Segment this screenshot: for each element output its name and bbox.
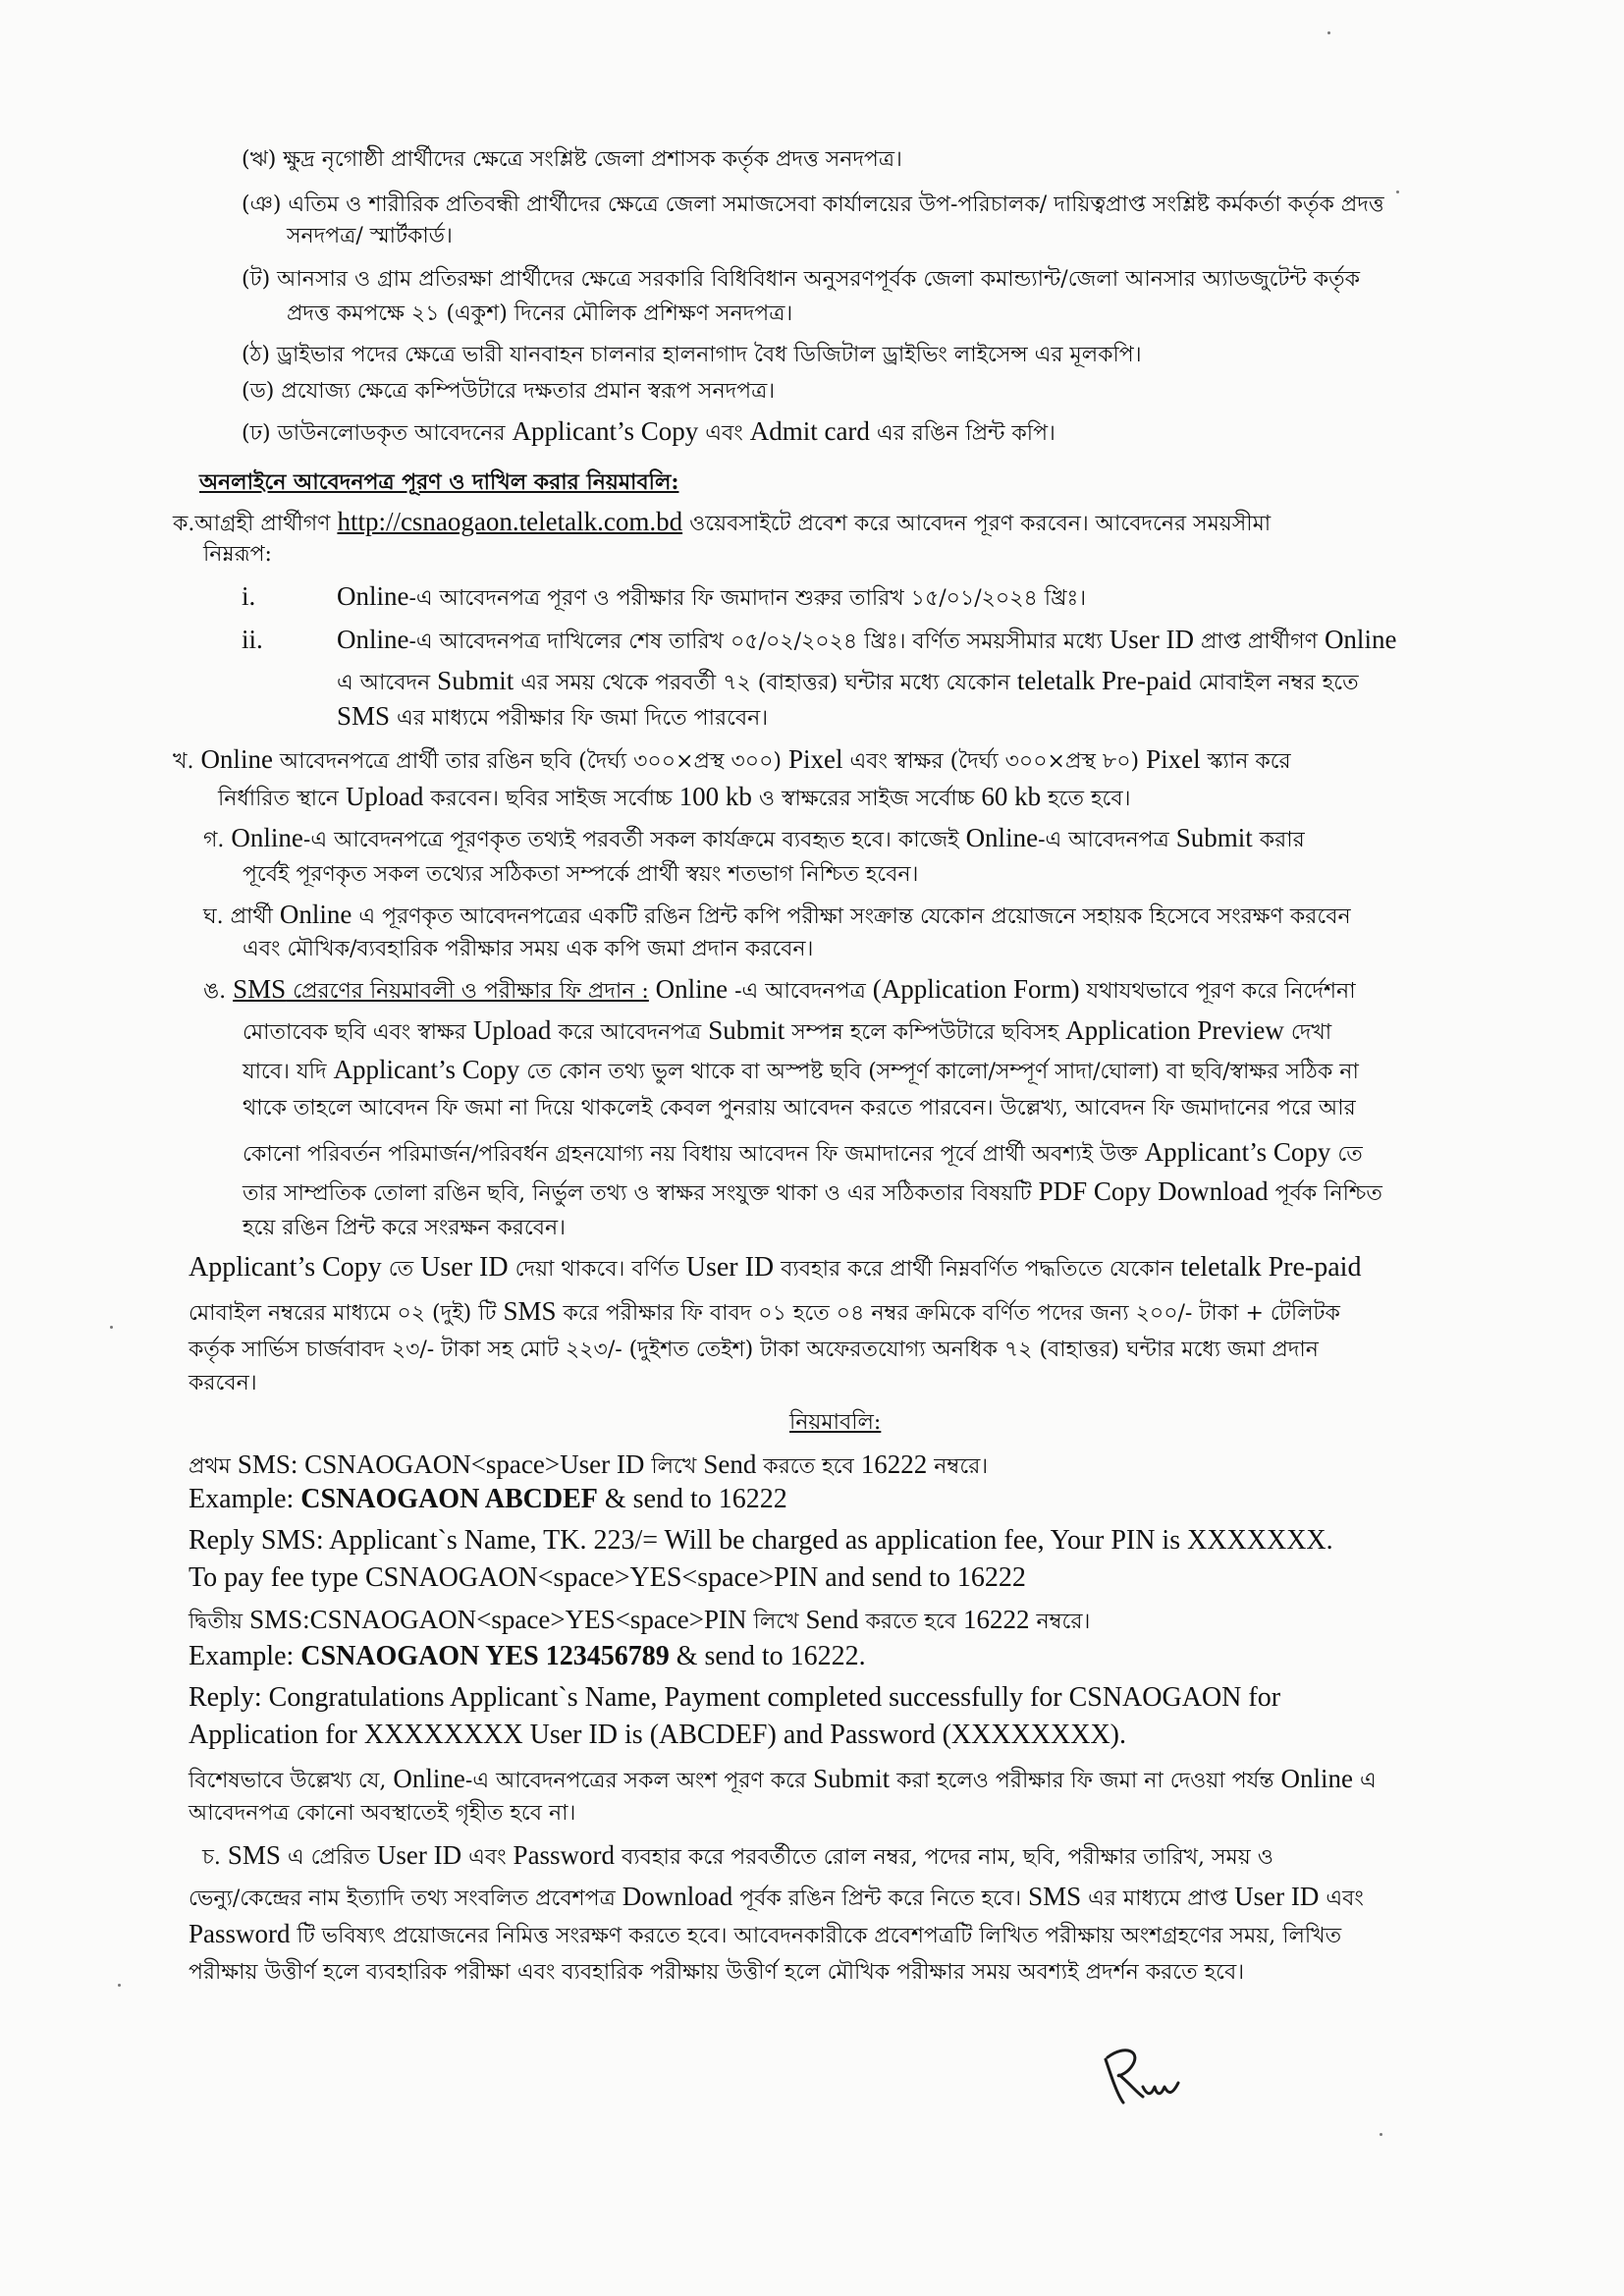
doc-item-tta-line1: (ট) আনসার ও গ্রাম প্রতিরক্ষা প্রার্থীদের ক্ষেত্রে সরকারি বিধিবিধান অনুসরণপূর্বক জেলা কমান্ড্যান্ট/জেলা আনসার অ্যাডজুটেন্ট কর্তৃক bbox=[242, 267, 1361, 292]
sms-reply-2-line1: Reply: Congratulations Applicant`s Name, Payment completed successfully for CSNAOGAON for bbox=[189, 1682, 1281, 1713]
para-ac-line2: মোবাইল নম্বরের মাধ্যমে ০২ (দুই) টি SMS করে পরীক্ষার ফি বাবদ ০১ হতে ০৪ নম্বর ক্রমিকে বর্ণিত পদের জন্য ২০০/- টাকা + টেলিটক bbox=[189, 1296, 1340, 1326]
para-uma-line6: তার সাম্প্রতিক তোলা রঙিন ছবি, নির্ভুল তথ্য ও স্বাক্ষর সংযুক্ত থাকা ও এর সঠিকতার বিষয়টি PDF Copy Download পূর্বক নিশ্চিত bbox=[243, 1176, 1382, 1206]
doc-item-nio-line1: (ঞ) এতিম ও শারীরিক প্রতিবন্ধী প্রার্থীদের ক্ষেত্রে জেলা সমাজসেবা কার্যালয়ের উপ-পরিচালক/ দায়িত্বপ্রাপ্ত সংশ্লিষ্ট কর্মকর্তা কর্তৃক প্রদত্ত bbox=[242, 192, 1384, 217]
doc-item-nio-line2: সনদপত্র/ স্মার্টকার্ড। bbox=[287, 224, 453, 248]
sms-example-1: Example: CSNAOGAON ABCDEF & send to 16222 bbox=[189, 1484, 787, 1514]
para-kha-line2: নির্ধারিত স্থানে Upload করবেন। ছবির সাইজ সর্বোচ্চ 100 kb ও স্বাক্ষরের সাইজ সর্বোচ্চ 60 kb হতে হবে। bbox=[218, 782, 1131, 811]
para-ac-line3: কর্তৃক সার্ভিস চার্জবাবদ ২৩/- টাকা সহ মোট ২২৩/- (দুইশত তেইশ) টাকা অফেরতযোগ্য অনধিক ৭২ (বাহাত্তর) ঘন্টার মধ্যে জমা প্রদান bbox=[189, 1338, 1319, 1362]
sms-reply-1: Reply SMS: Applicant`s Name, TK. 223/= Will be charged as application fee, Your PIN is XXXXXXX. bbox=[189, 1525, 1333, 1556]
scan-speck bbox=[1380, 2133, 1382, 2136]
para-cha-line2: ভেন্যু/কেন্দ্রের নাম ইত্যাদি তথ্য সংবলিত প্রবেশপত্র Download পূর্বক রঙিন প্রিন্ট করে নিতে হবে। SMS এর মাধ্যমে প্রাপ্ত User ID এবং bbox=[189, 1882, 1364, 1911]
doc-item-ttha: (ঠ) ড্রাইভার পদের ক্ষেত্রে ভারী যানবাহন চালনার হালনাগাদ বৈধ ডিজিটাল ড্রাইভিং লাইসেন্স এর মূলকপি। bbox=[242, 343, 1142, 367]
doc-item-ri: (ঋ) ক্ষুদ্র নৃগোষ্ঠী প্রার্থীদের ক্ষেত্রে সংশ্লিষ্ট জেলা প্রশাসক কর্তৃক প্রদত্ত সনদপত্র। bbox=[242, 147, 902, 172]
para-cha-line3: Password টি ভবিষ্যৎ প্রয়োজনের নিমিত্ত সংরক্ষণ করতে হবে। আবেদনকারীকে প্রবেশপত্রটি লিখিত পরীক্ষায় অংশগ্রহণের সময়, লিখিত bbox=[189, 1919, 1342, 1948]
list-num-i: i. bbox=[242, 581, 256, 611]
para-gha-line2: এবং মৌখিক/ব্যবহারিক পরীক্ষার সময় এক কপি জমা প্রদান করবেন। bbox=[243, 937, 814, 961]
para-gha-line1: ঘ. প্রার্থী Online এ পূরণকৃত আবেদনপত্রের একটি রঙিন প্রিন্ট কপি পরীক্ষা সংক্রান্ত যেকোন প্রয়োজনে সহায়ক হিসেবে সংরক্ষণ করবেন bbox=[203, 900, 1351, 929]
scan-speck bbox=[110, 1326, 113, 1329]
doc-item-dda: (ড) প্রযোজ্য ক্ষেত্রে কম্পিউটারে দক্ষতার প্রমান স্বরূপ সনদপত্র। bbox=[242, 379, 776, 404]
doc-item-ddha: (ঢ) ডাউনলোডকৃত আবেদনের Applicant’s Copy এবং Admit card এর রঙিন প্রিন্ট কপি। bbox=[242, 416, 1056, 446]
para-ga-line2: পূর্বেই পূরণকৃত সকল তথ্যের সঠিকতা সম্পর্কে প্রার্থী স্বয়ং শতভাগ নিশ্চিত হবেন। bbox=[243, 862, 919, 887]
special-note-line1: বিশেষভাবে উল্লেখ্য যে, Online-এ আবেদনপত্রের সকল অংশ পূরণ করে Submit করা হলেও পরীক্ষার ফি জমা না দেওয়া পর্যন্ত Online এ bbox=[189, 1764, 1377, 1793]
handwritten-signature bbox=[1098, 2038, 1206, 2106]
para-cha-line1: চ. SMS এ প্রেরিত User ID এবং Password ব্যবহার করে পরবর্তীতে রোল নম্বর, পদের নাম, ছবি, পরীক্ষার তারিখ, সময় ও bbox=[202, 1840, 1273, 1870]
sms-first-instruction: প্রথম SMS: CSNAOGAON<space>User ID লিখে Send করতে হবে 16222 নম্বরে। bbox=[189, 1449, 989, 1479]
para-ka-line1: ক.আগ্রহী প্রার্থীগণ http://csnaogaon.teletalk.com.bd ওয়েবসাইটে প্রবেশ করে আবেদন পূরণ করবেন। আবেদনের সময়সীমা bbox=[173, 507, 1272, 536]
special-note-line2: আবেদনপত্র কোনো অবস্থাতেই গৃহীত হবে না। bbox=[189, 1801, 576, 1826]
item-ii-line3: SMS এর মাধ্যমে পরীক্ষার ফি জমা দিতে পারবেন। bbox=[337, 701, 769, 731]
sms-to-pay: To pay fee type CSNAOGAON<space>YES<space>PIN and send to 16222 bbox=[189, 1562, 1026, 1593]
item-i-text: Online-এ আবেদনপত্র পূরণ ও পরীক্ষার ফি জমাদান শুরুর তারিখ ১৫/০১/২০২৪ খ্রিঃ। bbox=[337, 581, 1087, 611]
sms-example-2: Example: CSNAOGAON YES 123456789 & send to 16222. bbox=[189, 1641, 866, 1671]
para-uma-line4: থাকে তাহলে আবেদন ফি জমা না দিয়ে থাকলেই কেবল পুনরায় আবেদন করতে পারবেন। উল্লেখ্য, আবেদন ফি জমাদানের পরে আর bbox=[243, 1096, 1356, 1121]
para-kha-line1: খ. Online আবেদনপত্রে প্রার্থী তার রঙিন ছবি (দৈর্ঘ্য ৩০০×প্রস্থ ৩০০) Pixel এবং স্বাক্ষর (দৈর্ঘ্য ৩০০×প্রস্থ ৮০) Pixel স্ক্যান করে bbox=[173, 744, 1291, 774]
item-ii-line2: এ আবেদন Submit এর সময় থেকে পরবর্তী ৭২ (বাহাত্তর) ঘন্টার মধ্যে যেকোন teletalk Pre-paid মোবাইল নম্বর হতে bbox=[337, 666, 1359, 695]
scan-speck bbox=[1396, 191, 1399, 193]
para-uma-line1: ঙ. SMS প্রেরণের নিয়মাবলী ও পরীক্ষার ফি প্রদান : Online -এ আবেদনপত্র (Application Form) যথাযথভাবে পূরণ করে নির্দেশনা bbox=[203, 974, 1356, 1004]
sms-second-instruction: দ্বিতীয় SMS:CSNAOGAON<space>YES<space>PIN লিখে Send করতে হবে 16222 নম্বরে। bbox=[189, 1605, 1091, 1634]
para-cha-line4: পরীক্ষায় উত্তীর্ণ হলে ব্যবহারিক পরীক্ষা এবং ব্যবহারিক পরীক্ষায় উত্তীর্ণ হলে মৌখিক পরীক্ষার সময় অবশ্যই প্রদর্শন করতে হবে। bbox=[189, 1960, 1245, 1985]
para-ac-line1: Applicant’s Copy তে User ID দেয়া থাকবে। বর্ণিত User ID ব্যবহার করে প্রার্থী নিম্নবর্ণিত পদ্ধতিতে যেকোন teletalk Pre-paid bbox=[189, 1252, 1362, 1283]
para-uma-line2: মোতাবেক ছবি এবং স্বাক্ষর Upload করে আবেদনপত্র Submit সম্পন্ন হলে কম্পিউটারে ছবিসহ Application Preview দেখা bbox=[243, 1015, 1332, 1045]
item-ii-line1: Online-এ আবেদনপত্র দাখিলের শেষ তারিখ ০৫/০২/২০২৪ খ্রিঃ। বর্ণিত সময়সীমার মধ্যে User ID প্রাপ্ত প্রার্থীগণ Online bbox=[337, 625, 1397, 654]
para-ga-line1: গ. Online-এ আবেদনপত্রে পূরণকৃত তথ্যই পরবর্তী সকল কার্যক্রমে ব্যবহৃত হবে। কাজেই Online-এ আবেদনপত্র Submit করার bbox=[203, 823, 1305, 852]
scan-speck bbox=[118, 1984, 121, 1987]
para-ka-line2: নিম্নরূপ: bbox=[203, 542, 272, 567]
section-heading-rules: নিয়মাবলি: bbox=[789, 1410, 882, 1435]
list-num-ii: ii. bbox=[242, 625, 263, 654]
para-uma-line3: যাবে। যদি Applicant’s Copy তে কোন তথ্য ভুল থাকে বা অস্পষ্ট ছবি (সম্পূর্ণ কালো/সম্পূর্ণ সাদা/ঘোলা) বা ছবি/স্বাক্ষর সঠিক না bbox=[243, 1055, 1359, 1084]
para-uma-line5: কোনো পরিবর্তন পরিমার্জন/পরিবর্ধন গ্রহনযোগ্য নয় বিধায় আবেদন ফি জমাদানের পূর্বে প্রার্থী অবশ্যই উক্ত Applicant’s Copy তে bbox=[243, 1137, 1363, 1167]
para-ac-line4: করবেন। bbox=[189, 1371, 257, 1395]
section-heading-online-rules: অনলাইনে আবেদনপত্র পূরণ ও দাখিল করার নিয়মাবলি: bbox=[199, 469, 679, 495]
application-website-link[interactable]: http://csnaogaon.teletalk.com.bd bbox=[337, 507, 683, 536]
doc-item-tta-line2: প্রদত্ত কমপক্ষে ২১ (একুশ) দিনের মৌলিক প্রশিক্ষণ সনদপত্র। bbox=[287, 301, 793, 326]
para-uma-line7: হয়ে রঙিন প্রিন্ট করে সংরক্ষন করবেন। bbox=[243, 1216, 566, 1240]
sms-reply-2-line2: Application for XXXXXXXX User ID is (ABCDEF) and Password (XXXXXXXX). bbox=[189, 1720, 1126, 1750]
scan-speck bbox=[1327, 31, 1330, 34]
